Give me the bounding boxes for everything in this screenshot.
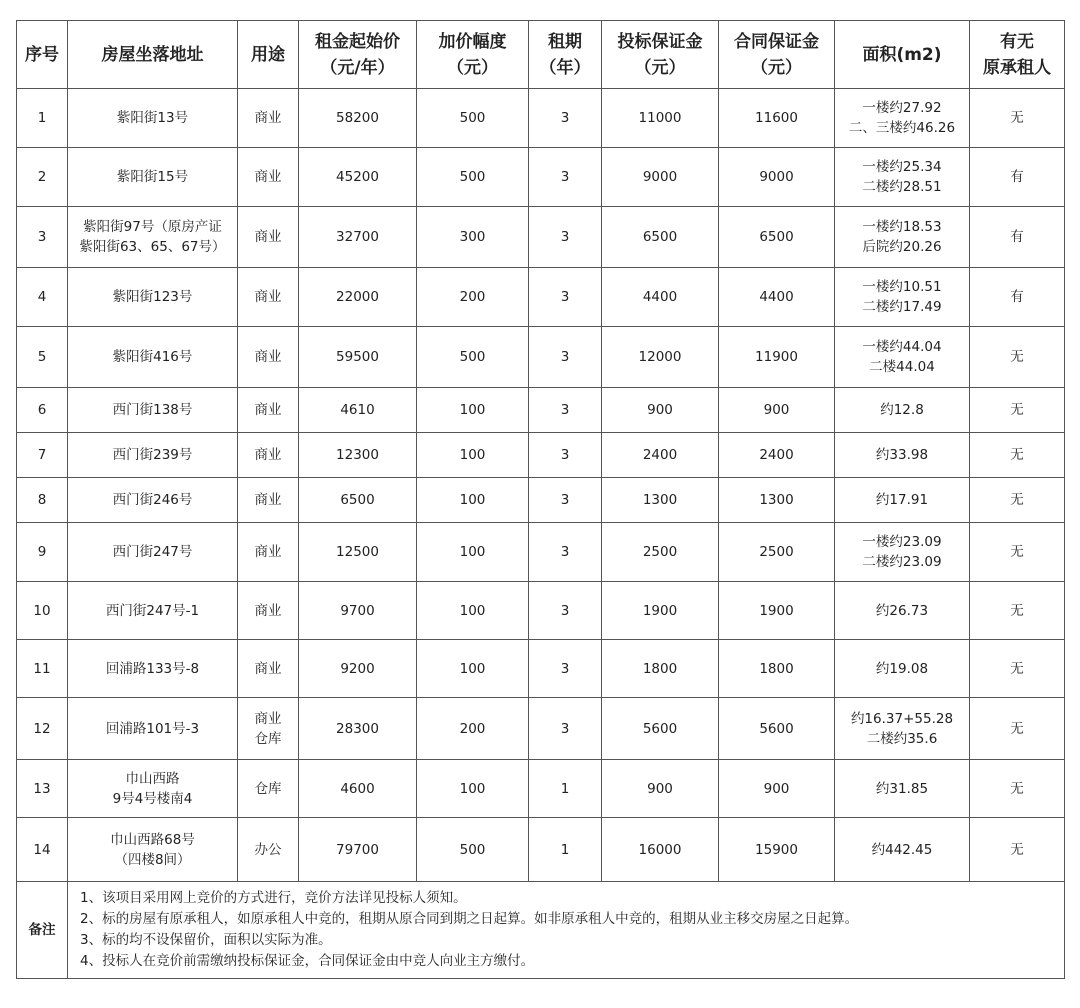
cell-area	[835, 760, 970, 818]
rental-auction-table	[16, 20, 1065, 979]
cell-increment: 500	[417, 818, 529, 882]
cell-term: 3	[529, 640, 602, 698]
cell-address-line: 紫阳街97号（原房产证	[83, 219, 222, 235]
cell-area-line: 二楼44.04	[869, 359, 935, 375]
cell-no: 5	[17, 327, 68, 388]
cell-no: 12	[17, 698, 68, 760]
cell-area-line: 一楼约25.34	[862, 159, 942, 175]
cell-contract-deposit: 11600	[719, 89, 835, 148]
cell-no: 10	[17, 582, 68, 640]
cell-bid-deposit: 5600	[602, 698, 719, 760]
cell-address	[68, 582, 238, 640]
cell-address	[68, 523, 238, 582]
header-text-line: 有无	[1000, 31, 1034, 52]
cell-area-line: 一楼约23.09	[862, 534, 942, 550]
cell-area-line: 二楼约28.51	[862, 179, 942, 195]
cell-increment: 500	[417, 148, 529, 207]
cell-bid-deposit: 4400	[602, 268, 719, 327]
cell-use-line: 商业	[254, 229, 282, 245]
cell-tenant: 无	[970, 523, 1065, 582]
cell-contract-deposit: 2500	[719, 523, 835, 582]
cell-address-line: 巾山西路	[125, 770, 180, 787]
cell-tenant: 无	[970, 388, 1065, 433]
cell-increment: 200	[417, 698, 529, 760]
cell-area	[835, 433, 970, 478]
cell-tenant: 无	[970, 89, 1065, 148]
cell-start-price: 28300	[299, 698, 417, 760]
header-increment	[417, 21, 529, 89]
cell-increment: 100	[417, 523, 529, 582]
cell-tenant: 无	[970, 640, 1065, 698]
cell-contract-deposit: 900	[719, 388, 835, 433]
note-line: 1、该项目采用网上竞价的方式进行，竞价方法详见投标人须知。	[80, 890, 467, 906]
cell-address-line: 西门街247号-1	[105, 602, 200, 619]
cell-contract-deposit: 9000	[719, 148, 835, 207]
cell-area	[835, 818, 970, 882]
cell-address-line: 9号4号楼南4	[112, 790, 193, 807]
table-row	[17, 388, 1065, 433]
cell-no: 4	[17, 268, 68, 327]
cell-address	[68, 89, 238, 148]
cell-area	[835, 523, 970, 582]
cell-use	[238, 640, 299, 698]
cell-area-line: 一楼约44.04	[862, 339, 942, 355]
cell-use-line: 办公	[254, 841, 282, 858]
cell-term: 3	[529, 582, 602, 640]
cell-area-line: 约26.73	[875, 602, 929, 619]
cell-use-line: 商业	[254, 544, 282, 560]
cell-contract-deposit: 1900	[719, 582, 835, 640]
cell-area	[835, 327, 970, 388]
header-text-line: （年）	[539, 57, 591, 78]
notes-content	[68, 882, 1065, 979]
cell-use	[238, 818, 299, 882]
cell-no: 2	[17, 148, 68, 207]
header-address	[68, 21, 238, 89]
cell-use	[238, 433, 299, 478]
cell-area-line: 约31.85	[875, 780, 929, 797]
header-text-line: 房屋坐落地址	[101, 44, 204, 65]
cell-term: 3	[529, 89, 602, 148]
cell-term: 3	[529, 523, 602, 582]
cell-address-line: 紫阳街416号	[112, 349, 193, 365]
cell-term: 3	[529, 388, 602, 433]
cell-address-line: 巾山西路68号	[110, 831, 195, 848]
cell-contract-deposit: 4400	[719, 268, 835, 327]
cell-area	[835, 148, 970, 207]
cell-use-line: 商业	[254, 349, 282, 365]
cell-contract-deposit: 900	[719, 760, 835, 818]
cell-start-price: 22000	[299, 268, 417, 327]
cell-use-line: 商业	[254, 169, 282, 185]
cell-increment: 100	[417, 478, 529, 523]
cell-use	[238, 478, 299, 523]
cell-no: 14	[17, 818, 68, 882]
cell-term: 3	[529, 433, 602, 478]
table-row	[17, 148, 1065, 207]
cell-use-line: 商业	[254, 289, 282, 305]
cell-use-line: 商业	[254, 660, 282, 677]
cell-start-price: 4610	[299, 388, 417, 433]
cell-tenant: 无	[970, 327, 1065, 388]
cell-no: 6	[17, 388, 68, 433]
cell-area-line: 约12.8	[880, 402, 924, 418]
header-text-line: 租金起始价	[315, 31, 400, 52]
cell-area	[835, 207, 970, 268]
cell-tenant: 有	[970, 207, 1065, 268]
cell-address	[68, 698, 238, 760]
cell-area-line: 二、三楼约46.26	[848, 120, 956, 136]
cell-use	[238, 327, 299, 388]
cell-address-line: 西门街138号	[112, 402, 193, 418]
header-text-line: 加价幅度	[438, 31, 507, 52]
cell-contract-deposit: 15900	[719, 818, 835, 882]
cell-address-line: 紫阳街15号	[116, 169, 189, 185]
cell-start-price: 6500	[299, 478, 417, 523]
cell-address	[68, 640, 238, 698]
cell-area-line: 约16.37+55.28	[850, 710, 954, 727]
cell-start-price: 4600	[299, 760, 417, 818]
cell-start-price: 9700	[299, 582, 417, 640]
cell-use-line: 商业	[254, 602, 282, 619]
cell-use	[238, 760, 299, 818]
table-row	[17, 268, 1065, 327]
cell-bid-deposit: 9000	[602, 148, 719, 207]
note-line: 4、投标人在竞价前需缴纳投标保证金，合同保证金由中竞人向业主方缴付。	[80, 953, 535, 969]
cell-tenant: 无	[970, 760, 1065, 818]
cell-area	[835, 268, 970, 327]
cell-tenant: 无	[970, 433, 1065, 478]
cell-address-line: （四楼8间）	[114, 851, 191, 868]
header-no	[17, 21, 68, 89]
table-row	[17, 640, 1065, 698]
cell-area-line: 约442.45	[871, 841, 933, 858]
header-text-line: 租期	[548, 31, 582, 52]
table-row	[17, 760, 1065, 818]
table-row	[17, 89, 1065, 148]
header-term	[529, 21, 602, 89]
cell-increment: 100	[417, 388, 529, 433]
cell-address	[68, 207, 238, 268]
header-text-line: （元）	[634, 57, 686, 78]
cell-tenant: 无	[970, 582, 1065, 640]
cell-term: 3	[529, 207, 602, 268]
cell-use-line: 商业	[254, 402, 282, 418]
cell-start-price: 58200	[299, 89, 417, 148]
cell-bid-deposit: 12000	[602, 327, 719, 388]
cell-area-line: 二楼约17.49	[862, 299, 942, 315]
cell-address-line: 紫阳街123号	[112, 289, 193, 305]
cell-bid-deposit: 6500	[602, 207, 719, 268]
header-use	[238, 21, 299, 89]
cell-address-line: 回浦路133号-8	[105, 660, 200, 677]
cell-contract-deposit: 2400	[719, 433, 835, 478]
table-body	[17, 89, 1065, 882]
header-text-line: 序号	[25, 44, 59, 65]
cell-use	[238, 582, 299, 640]
cell-contract-deposit: 1300	[719, 478, 835, 523]
cell-start-price: 45200	[299, 148, 417, 207]
cell-contract-deposit: 5600	[719, 698, 835, 760]
cell-no: 7	[17, 433, 68, 478]
cell-address	[68, 268, 238, 327]
rental-auction-table-container	[16, 20, 1064, 979]
cell-bid-deposit: 900	[602, 760, 719, 818]
cell-tenant: 无	[970, 478, 1065, 523]
cell-no: 9	[17, 523, 68, 582]
cell-bid-deposit: 2400	[602, 433, 719, 478]
cell-bid-deposit: 1300	[602, 478, 719, 523]
header-text-line: （元/年）	[320, 57, 395, 78]
cell-area-line: 一楼约18.53	[862, 219, 942, 235]
cell-start-price: 12500	[299, 523, 417, 582]
cell-bid-deposit: 11000	[602, 89, 719, 148]
table-row	[17, 818, 1065, 882]
table-row	[17, 523, 1065, 582]
note-line: 3、标的均不设保留价，面积以实际为准。	[80, 932, 332, 948]
cell-area-line: 二楼约35.6	[866, 730, 938, 747]
table-row	[17, 698, 1065, 760]
header-text-line: 用途	[251, 44, 285, 65]
cell-no: 13	[17, 760, 68, 818]
cell-area-line: 约17.91	[875, 492, 929, 508]
cell-increment: 500	[417, 89, 529, 148]
table-row	[17, 478, 1065, 523]
cell-bid-deposit: 16000	[602, 818, 719, 882]
cell-address	[68, 478, 238, 523]
cell-area	[835, 89, 970, 148]
cell-address	[68, 760, 238, 818]
header-tenant	[970, 21, 1065, 89]
cell-area-line: 一楼约10.51	[862, 279, 942, 295]
header-bid-deposit	[602, 21, 719, 89]
cell-use-line: 商业	[254, 492, 282, 508]
cell-increment: 100	[417, 760, 529, 818]
cell-tenant: 无	[970, 818, 1065, 882]
header-text-line: （元）	[751, 57, 802, 78]
cell-area-line: 一楼约27.92	[862, 100, 942, 116]
note-line: 2、标的房屋有原承租人，如原承租人中竞的，租期从原合同到期之日起算。如非原承租人中竞的，租期从业主移交房屋之日起算。	[80, 911, 859, 927]
cell-address	[68, 388, 238, 433]
cell-increment: 200	[417, 268, 529, 327]
cell-address-line: 西门街246号	[112, 492, 193, 508]
header-text-line: 原承租人	[983, 57, 1051, 78]
header-contract-deposit	[719, 21, 835, 89]
cell-use	[238, 89, 299, 148]
cell-term: 3	[529, 148, 602, 207]
table-row	[17, 433, 1065, 478]
cell-area-line: 后院约20.26	[862, 239, 942, 255]
cell-area	[835, 640, 970, 698]
cell-term: 3	[529, 327, 602, 388]
cell-use	[238, 148, 299, 207]
cell-no: 3	[17, 207, 68, 268]
header-text-line: 合同保证金	[734, 31, 819, 52]
cell-tenant: 有	[970, 148, 1065, 207]
cell-area	[835, 388, 970, 433]
cell-bid-deposit: 1800	[602, 640, 719, 698]
cell-use-line: 商业	[254, 110, 282, 126]
cell-address-line: 紫阳街63、65、67号）	[79, 239, 226, 255]
cell-address-line: 西门街247号	[112, 544, 193, 560]
cell-no: 11	[17, 640, 68, 698]
header-text-line: （元）	[447, 57, 498, 78]
cell-increment: 100	[417, 582, 529, 640]
cell-increment: 100	[417, 433, 529, 478]
cell-bid-deposit: 1900	[602, 582, 719, 640]
cell-increment: 500	[417, 327, 529, 388]
cell-start-price: 32700	[299, 207, 417, 268]
header-area	[835, 21, 970, 89]
table-row	[17, 582, 1065, 640]
header-start-price	[299, 21, 417, 89]
cell-address	[68, 433, 238, 478]
cell-start-price: 59500	[299, 327, 417, 388]
cell-term: 3	[529, 698, 602, 760]
cell-no: 1	[17, 89, 68, 148]
cell-area	[835, 478, 970, 523]
cell-tenant: 有	[970, 268, 1065, 327]
cell-address-line: 紫阳街13号	[116, 110, 189, 126]
cell-address	[68, 148, 238, 207]
cell-term: 3	[529, 478, 602, 523]
cell-increment: 100	[417, 640, 529, 698]
cell-area-line: 约19.08	[875, 660, 929, 677]
cell-address	[68, 818, 238, 882]
cell-use-line: 仓库	[254, 780, 282, 797]
cell-area	[835, 582, 970, 640]
cell-start-price: 12300	[299, 433, 417, 478]
table-row	[17, 207, 1065, 268]
cell-use	[238, 523, 299, 582]
cell-no: 8	[17, 478, 68, 523]
cell-contract-deposit: 1800	[719, 640, 835, 698]
cell-use	[238, 207, 299, 268]
cell-use-line: 商业	[254, 447, 282, 463]
cell-bid-deposit: 2500	[602, 523, 719, 582]
cell-start-price: 9200	[299, 640, 417, 698]
header-row	[17, 21, 1065, 89]
cell-address	[68, 327, 238, 388]
cell-address-line: 回浦路101号-3	[105, 720, 200, 737]
cell-tenant: 无	[970, 698, 1065, 760]
cell-use	[238, 388, 299, 433]
cell-area	[835, 698, 970, 760]
notes-row	[17, 882, 1065, 979]
cell-use	[238, 268, 299, 327]
cell-use-line: 仓库	[254, 730, 282, 747]
cell-address-line: 西门街239号	[112, 447, 193, 463]
cell-term: 1	[529, 818, 602, 882]
table-row	[17, 327, 1065, 388]
cell-start-price: 79700	[299, 818, 417, 882]
cell-use	[238, 698, 299, 760]
cell-use-line: 商业	[254, 710, 282, 727]
cell-contract-deposit: 6500	[719, 207, 835, 268]
cell-increment: 300	[417, 207, 529, 268]
header-text-line: 面积(m2)	[862, 44, 942, 65]
cell-contract-deposit: 11900	[719, 327, 835, 388]
header-text-line: 投标保证金	[617, 31, 703, 52]
cell-term: 1	[529, 760, 602, 818]
cell-area-line: 约33.98	[875, 447, 929, 463]
cell-area-line: 二楼约23.09	[862, 554, 942, 570]
cell-bid-deposit: 900	[602, 388, 719, 433]
cell-term: 3	[529, 268, 602, 327]
notes-label: 备注	[17, 882, 68, 979]
